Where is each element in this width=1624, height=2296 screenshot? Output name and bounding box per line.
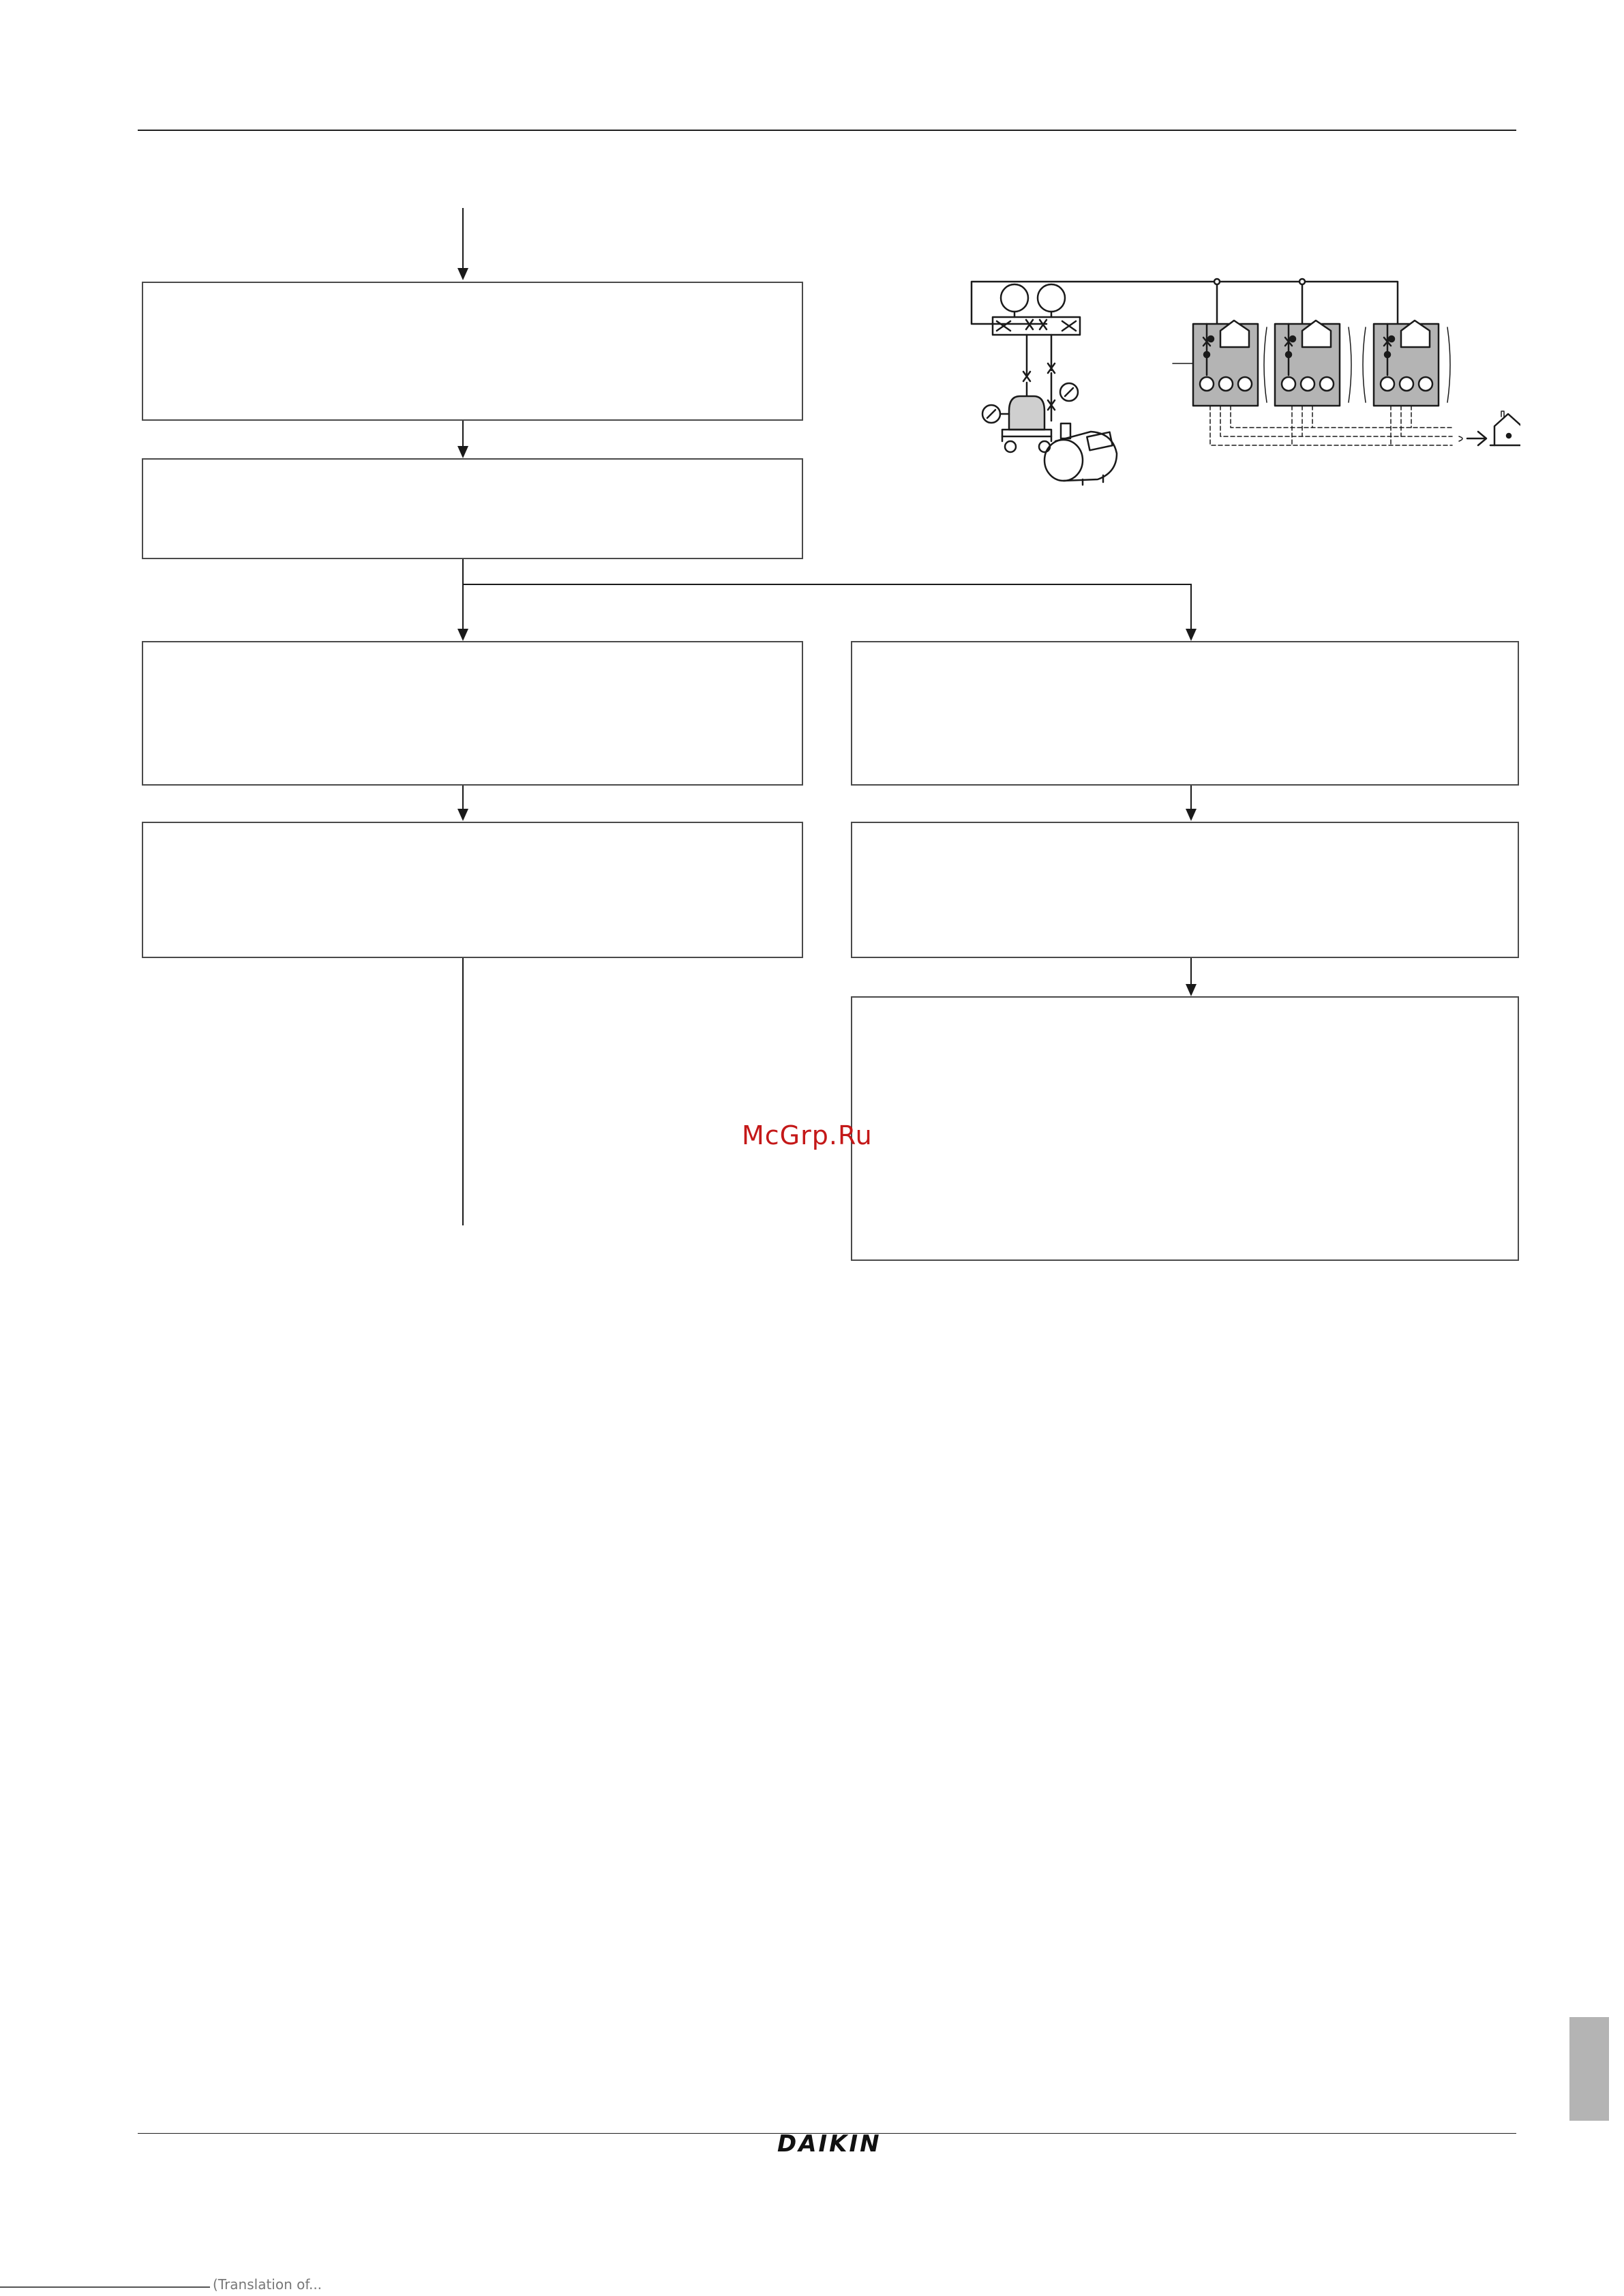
left-branch-exit-line — [462, 958, 464, 1225]
gauge-manifold-icon — [993, 284, 1080, 335]
arrow-to-building-icon — [1459, 432, 1486, 445]
unit-1 — [1173, 320, 1258, 406]
split-left-arrow — [457, 629, 468, 641]
flow-box-left-branch-1 — [142, 641, 803, 786]
split-right-arrow — [1186, 629, 1197, 641]
flow-box-left-branch-2 — [142, 822, 803, 958]
flow-box-step-1 — [142, 282, 803, 421]
flow-box-right-branch-1 — [851, 641, 1519, 786]
control-wiring — [1210, 406, 1452, 445]
brand-logo: DAIKIN — [777, 2130, 882, 2158]
entry-line — [462, 208, 464, 272]
arrow-left-1-2 — [457, 809, 468, 821]
arrow-1-2 — [457, 446, 468, 458]
arrow-right-1-2 — [1186, 809, 1197, 821]
building-icon — [1490, 411, 1520, 445]
vacuum-pump-icon — [1044, 335, 1117, 485]
flow-box-right-branch-3 — [851, 996, 1519, 1261]
split-stem — [462, 559, 464, 585]
entry-arrow — [457, 268, 468, 280]
split-right-drop — [1190, 584, 1192, 629]
unit-3 — [1363, 320, 1450, 406]
arrow-right-2-3 — [1186, 984, 1197, 996]
connector-right-1-2 — [1190, 786, 1192, 809]
footer-text: (Translation of... — [213, 2276, 322, 2293]
connector-left-1-2 — [462, 786, 464, 809]
header-rule — [138, 130, 1516, 131]
side-tab — [1569, 2017, 1609, 2121]
refrigerant-cylinder-icon — [982, 335, 1051, 452]
flow-box-step-2 — [142, 458, 803, 559]
refrigerant-system-illustration — [934, 263, 1520, 488]
flow-box-right-branch-2 — [851, 822, 1519, 958]
connector-right-2-3 — [1190, 958, 1192, 984]
unit-2 — [1264, 320, 1351, 406]
footer-line — [0, 2286, 210, 2288]
watermark: McGrp.Ru — [742, 1120, 873, 1150]
connector-1-2 — [462, 421, 464, 446]
split-bar — [462, 584, 1192, 585]
split-left-drop — [462, 584, 464, 629]
